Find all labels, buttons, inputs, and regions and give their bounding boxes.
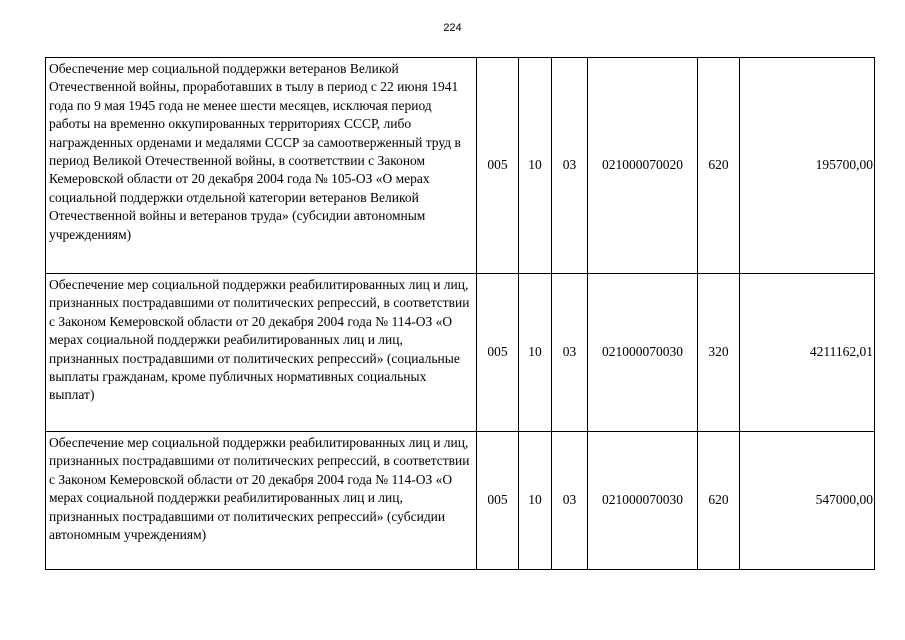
ministry-code: 005	[477, 274, 519, 432]
expense-type-code: 320	[698, 274, 740, 432]
ministry-code: 005	[477, 432, 519, 570]
target-article-code: 021000070030	[588, 274, 698, 432]
section-code: 10	[519, 58, 552, 274]
target-article-code: 021000070020	[588, 58, 698, 274]
amount: 195700,00	[740, 58, 875, 274]
subsection-code: 03	[552, 432, 588, 570]
ministry-code: 005	[477, 58, 519, 274]
amount: 4211162,01	[740, 274, 875, 432]
section-code: 10	[519, 432, 552, 570]
subsection-code: 03	[552, 274, 588, 432]
table-row	[46, 274, 875, 432]
amount: 547000,00	[740, 432, 875, 570]
section-code: 10	[519, 274, 552, 432]
budget-table	[45, 57, 875, 570]
expense-type-code: 620	[698, 58, 740, 274]
table-row	[46, 58, 875, 274]
expense-type-code: 620	[698, 432, 740, 570]
page-number: 224	[443, 22, 462, 34]
row-description: Обеспечение мер социальной поддержки реабилитированных лиц и лиц, признанных пострадавшими от политических репрессий, в соответствии с Законом Кемеровской области от 20 декабря 2004 года № 114-ОЗ «О мерах социальной поддержки реабилитированных лиц и лиц, признанных пострадавшими от политических репрессий» (субсидии автономным учреждениям)	[46, 432, 477, 570]
target-article-code: 021000070030	[588, 432, 698, 570]
row-description: Обеспечение мер социальной поддержки реабилитированных лиц и лиц, признанных пострадавшими от политических репрессий, в соответствии с Законом Кемеровской области от 20 декабря 2004 года № 114-ОЗ «О мерах социальной поддержки реабилитированных лиц и лиц, признанных пострадавшими от политических репрессий» (социальные выплаты гражданам, кроме публичных нормативных социальных выплат)	[46, 274, 477, 432]
row-description: Обеспечение мер социальной поддержки ветеранов Великой Отечественной войны, проработавших в тылу в период с 22 июня 1941 года по 9 мая 1945 года не менее шести месяцев, исключая период работы на временно оккупированных территориях СССР, либо награжденных орденами и медалями СССР за самоотверженный труд в период Великой Отечественной войны, в соответствии с Законом Кемеровской области от 20 декабря 2004 года № 105-ОЗ «О мерах социальной поддержки отдельной категории ветеранов Великой Отечественной войны и ветеранов труда» (субсидии автономным учреждениям)	[46, 58, 477, 274]
table-row	[46, 432, 875, 570]
subsection-code: 03	[552, 58, 588, 274]
